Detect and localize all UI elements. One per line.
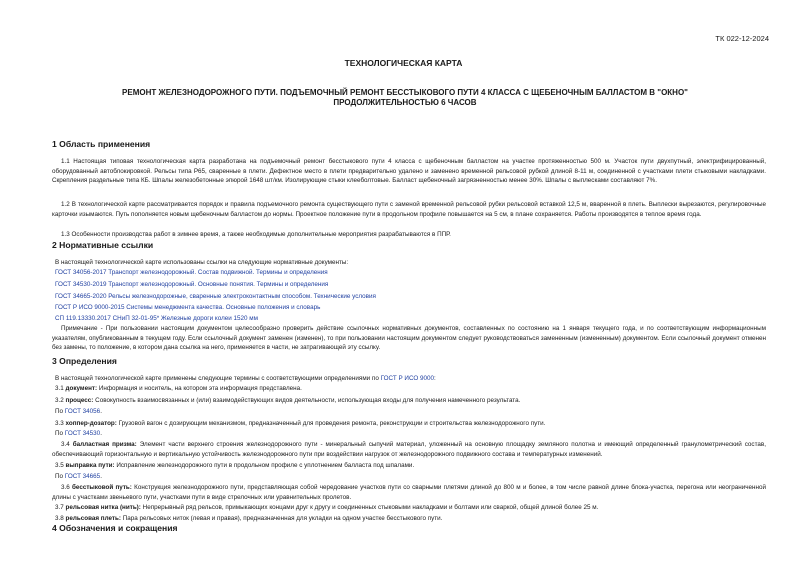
definition-3-5: 3.5 выправка пути: Исправление железнодорожного пути в продольном профиле с уплотнением балласта под шпалами. — [55, 462, 415, 469]
section-3-heading: 3 Определения — [52, 356, 117, 366]
paragraph-1-2: 1.2 В технологической карте рассматривается порядок и правила подъемочного ремонта существующего пути с заменой временной рельсовой рубки рельсовой вставкой 12,5 м, вваренной в плеть. Выплески вырезаются, регулировочные карточки изымаются. Путь пополняется новым щебеночным балластом до нормы. Проектное положение пути в продольном профиле повышается на 5 см, в плане сохраняется. Работы производятся в теплое время года. — [52, 201, 766, 218]
definition-3-6: 3.6 бесстыковой путь: Конструкция железнодорожного пути, представляющая собой чередование участков пути со сварными плетями длиной до 800 м и более, в том числе равной длине блока-участка, перегона или неограниченной длины с участками звеньевого пути, участками пути в виде стрелочных или уравнительных пролетов. — [52, 484, 766, 501]
ref-link[interactable]: ГОСТ 34530-2019 Транспорт железнодорожный. Основные понятия. Термины и определения — [55, 281, 329, 288]
document-subtitle: РЕМОНТ ЖЕЛЕЗНОДОРОЖНОГО ПУТИ. ПОДЪЕМОЧНЫЙ РЕМОНТ БЕССТЫКОВОГО ПУТИ 4 КЛАССА С ЩЕБЕНОЧНЫМ БАЛЛАСТОМ В "ОКНО" ПРОДОЛЖИТЕЛЬНОСТЬЮ 6 ЧАСОВ — [122, 88, 688, 107]
definition-3-1: 3.1 документ: Информация и носитель, на котором эта информация представлена. — [55, 385, 302, 392]
ref-link[interactable]: ГОСТ 34665-2020 Рельсы железнодорожные, сваренные электроконтактным способом. Технические условия — [55, 293, 376, 300]
document-title: ТЕХНОЛОГИЧЕСКАЯ КАРТА — [344, 58, 463, 68]
gost-iso-9000-link[interactable]: ГОСТ Р ИСО 9000 — [380, 375, 435, 382]
source-note: По ГОСТ 34530. — [55, 430, 102, 437]
definition-3-7: 3.7 рельсовая нитка (нить): Непрерывный ряд рельсов, примыкающих концами друг к другу и соединенных стыковыми накладками и болтами или сваркой, общей длиной более 25 м. — [55, 504, 599, 511]
gost-34530-link[interactable]: ГОСТ 34530 — [64, 430, 101, 437]
definitions-intro: В настоящей технологической карте применены следующие термины с соответствующими определениями по ГОСТ Р ИСО 9000: — [55, 375, 436, 382]
definition-3-8: 3.8 рельсовая плеть: Пара рельсовых ниток (левая и правая), предназначенная для укладки на одном участке бесстыкового пути. — [55, 515, 443, 522]
definition-3-3: 3.3 хоппер-дозатор: Грузовой вагон с дозирующим механизмом, предназначенный для проведения ремонта, реконструкции и строительства железнодорожного пути. — [55, 420, 546, 427]
section-2-heading: 2 Нормативные ссылки — [52, 240, 154, 250]
source-note: По ГОСТ 34056. — [55, 408, 102, 415]
refs-note: Примечание - При пользовании настоящим документом целесообразно проверить действие ссылочных нормативных документов, составленных по состоянию на 1 января текущего года, и по соответствующим информационным указателям, опубликованным в текущем году. Если ссылочный документ заменен (изменен), то при пользовании настоящим документом следует руководствоваться замененным (измененным) документом. Если ссылочный документ отменен без замены, то положение, в котором дана ссылка на него, применяется в части, не затрагивающей эту ссылку. — [52, 325, 766, 352]
source-note: По ГОСТ 34665. — [55, 473, 102, 480]
paragraph-1-1: 1.1 Настоящая типовая технологическая карта разработана на подъемочный ремонт бесстыкового пути 4 класса с щебеночным балластом на участке протяженностью 500 м. Участок пути двухпутный, электрифицированный, оборудованный автоблокировкой. Рельсы типа Р65, сваренные в плети. Дефектное место в плети предварительно удалено и заменено временной рельсовой рубкой длиной 8-11 м, соединенной с участками плети стыковыми накладками. Скрепления раздельные типа КБ. Шпалы железобетонные эпюрой 1648 шт/км. Изолирующие стыки клееболтовые. Балласт щебеночный загрязненностью менее 30%. Шпалы с выплесками составляют 7%. — [52, 158, 766, 185]
gost-34056-link[interactable]: ГОСТ 34056 — [64, 408, 101, 415]
refs-intro: В настоящей технологической карте использованы ссылки на следующие нормативные документы: — [55, 259, 349, 266]
definition-3-2: 3.2 процесс: Совокупность взаимосвязанных и (или) взаимодействующих видов деятельности, использующая входы для получения намеченного результата. — [55, 397, 521, 404]
ref-link[interactable]: ГОСТ Р ИСО 9000-2015 Системы менеджмента качества. Основные положения и словарь — [55, 304, 321, 311]
ref-link[interactable]: ГОСТ 34056-2017 Транспорт железнодорожный. Состав подвижной. Термины и определения — [55, 269, 328, 276]
definition-3-4: 3.4 балластная призма: Элемент части верхнего строения железнодорожного пути - минеральный сыпучий материал, уложенный на основную площадку земляного полотна и имеющий определенный гранулометрический состав, обеспечивающий горизонтальную и вертикальную устойчивость железнодорожного пути при воздействии нагрузок от железнодорожного подвижного состава и температурных изменений. — [52, 441, 766, 458]
ref-link[interactable]: СП 119.13330.2017 СНиП 32-01-95* Железные дороги колеи 1520 мм — [55, 315, 258, 322]
section-4-heading: 4 Обозначения и сокращения — [52, 523, 178, 533]
section-1-heading: 1 Область применения — [52, 139, 151, 149]
gost-34665-link[interactable]: ГОСТ 34665 — [64, 473, 101, 480]
document-code: ТК 022-12-2024 — [715, 34, 769, 43]
paragraph-1-3: 1.3 Особенности производства работ в зимнее время, а также необходимые дополнительные мероприятия разрабатываются в ППР. — [61, 231, 451, 238]
